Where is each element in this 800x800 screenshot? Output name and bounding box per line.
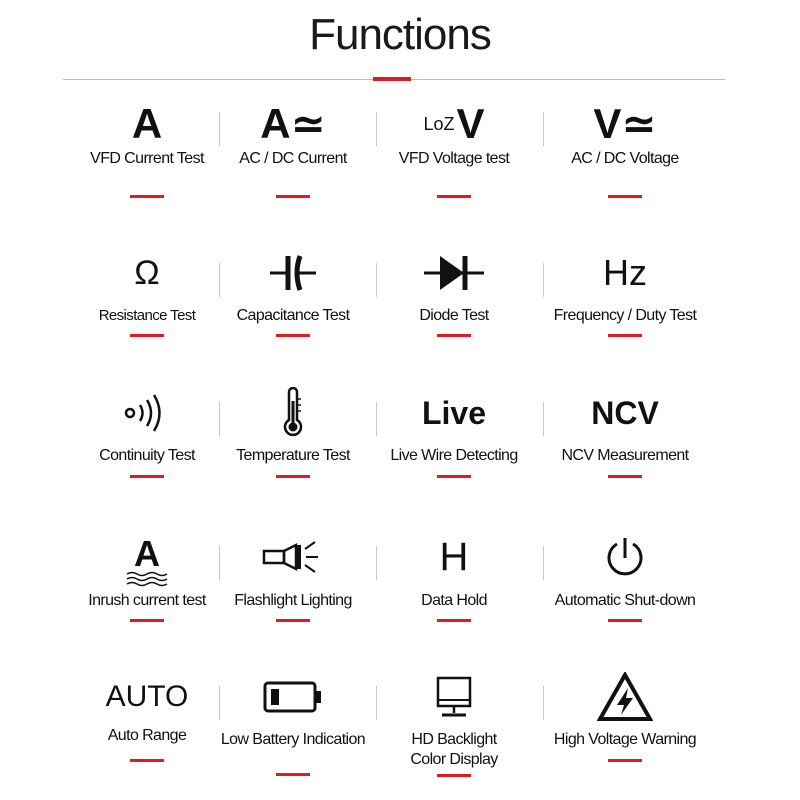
accent-bar	[608, 334, 642, 337]
accent-bar	[130, 195, 164, 198]
column-divider	[219, 686, 220, 720]
feature-frequency-duty-test	[545, 246, 705, 376]
title-accent-bar	[373, 77, 411, 81]
feature-ac-dc-current	[213, 97, 373, 227]
ohm-icon: Ω	[134, 254, 160, 292]
column-divider	[376, 686, 377, 720]
accent-bar	[276, 195, 310, 198]
column-divider	[219, 546, 220, 580]
accent-bar	[437, 334, 471, 337]
accent-bar	[437, 475, 471, 478]
feature-label: Inrush current test	[88, 592, 206, 609]
feature-ac-dc-voltage	[545, 97, 705, 227]
accent-bar	[608, 619, 642, 622]
feature-vfd-voltage-test	[374, 97, 534, 227]
feature-capacitance-test	[213, 246, 373, 376]
feature-label: Live Wire Detecting	[390, 447, 518, 464]
column-divider	[543, 686, 544, 720]
feature-inrush-current-test	[67, 530, 227, 660]
continuity-sound-icon	[67, 390, 227, 436]
feature-data-hold	[374, 530, 534, 660]
capacitor-icon	[213, 250, 373, 296]
feature-auto-range	[67, 670, 227, 800]
column-divider	[543, 546, 544, 580]
feature-label: High Voltage Warning	[553, 731, 697, 748]
accent-bar	[276, 334, 310, 337]
accent-bar	[276, 475, 310, 478]
column-divider	[219, 112, 220, 146]
column-divider	[543, 112, 544, 146]
feature-continuity-test	[67, 386, 227, 516]
feature-label: Diode Test	[419, 307, 489, 324]
feature-label: AC / DC Current	[239, 150, 347, 167]
low-battery-icon	[213, 674, 373, 720]
ac-dc-voltage-icon: V≃	[593, 100, 657, 147]
auto-text-icon: AUTO	[105, 680, 189, 713]
feature-flashlight-lighting	[213, 530, 373, 660]
feature-label: NCV Measurement	[561, 447, 689, 464]
flashlight-icon	[213, 534, 373, 580]
accent-bar	[276, 773, 310, 776]
accent-bar	[437, 774, 471, 777]
feature-label: Temperature Test	[236, 447, 350, 464]
feature-label: Flashlight Lighting	[234, 592, 352, 609]
feature-label-line2: Color Display	[410, 751, 498, 768]
feature-low-battery-indication	[213, 670, 373, 800]
monitor-icon	[374, 674, 534, 720]
ncv-text-icon: NCV	[591, 395, 659, 431]
accent-bar	[276, 619, 310, 622]
feature-temperature-test	[213, 386, 373, 516]
column-divider	[543, 263, 544, 297]
feature-vfd-current-test	[67, 97, 227, 227]
column-divider	[376, 402, 377, 436]
feature-label: Frequency / Duty Test	[553, 307, 697, 324]
feature-hd-backlight-color-display	[374, 670, 534, 800]
column-divider	[219, 263, 220, 297]
diode-icon	[374, 250, 534, 296]
accent-bar	[608, 759, 642, 762]
feature-label: Data Hold	[421, 592, 487, 609]
accent-bar	[130, 759, 164, 762]
feature-label: VFD Current Test	[90, 150, 204, 167]
column-divider	[376, 112, 377, 146]
accent-bar	[437, 195, 471, 198]
live-text-icon: Live	[421, 395, 487, 431]
feature-label-line1: HD Backlight	[411, 731, 497, 748]
hertz-icon: Hz	[603, 252, 647, 293]
feature-label: AC / DC Voltage	[571, 150, 679, 167]
feature-automatic-shut-down	[545, 530, 705, 660]
accent-bar	[608, 475, 642, 478]
feature-ncv-measurement	[545, 386, 705, 516]
feature-label: Continuity Test	[99, 447, 195, 464]
column-divider	[219, 402, 220, 436]
feature-label: Auto Range	[107, 727, 187, 744]
feature-label: Low Battery Indication	[220, 731, 366, 748]
ampere-icon: A	[131, 100, 163, 147]
feature-label	[374, 730, 534, 770]
feature-high-voltage-warning	[545, 670, 705, 800]
ac-dc-current-icon: A≃	[260, 100, 326, 147]
column-divider	[543, 402, 544, 436]
feature-live-wire-detecting	[374, 386, 534, 516]
loz-voltage-icon: LoZ V	[423, 100, 485, 147]
accent-bar	[130, 619, 164, 622]
accent-bar	[130, 334, 164, 337]
feature-label: Automatic Shut-down	[554, 592, 696, 609]
feature-resistance-test	[67, 246, 227, 376]
feature-label: Capacitance Test	[236, 307, 350, 324]
power-icon	[545, 534, 705, 580]
accent-bar	[437, 619, 471, 622]
high-voltage-warning-icon	[545, 674, 705, 720]
page-title: Functions	[309, 10, 491, 59]
accent-bar	[130, 475, 164, 478]
column-divider	[376, 546, 377, 580]
accent-bar	[608, 195, 642, 198]
feature-label: Resistance Test	[98, 307, 196, 324]
column-divider	[376, 263, 377, 297]
feature-diode-test	[374, 246, 534, 376]
inrush-current-icon: A	[67, 534, 227, 590]
feature-label: VFD Voltage test	[398, 150, 510, 167]
thermometer-icon	[213, 390, 373, 436]
hold-icon: H	[439, 535, 469, 579]
